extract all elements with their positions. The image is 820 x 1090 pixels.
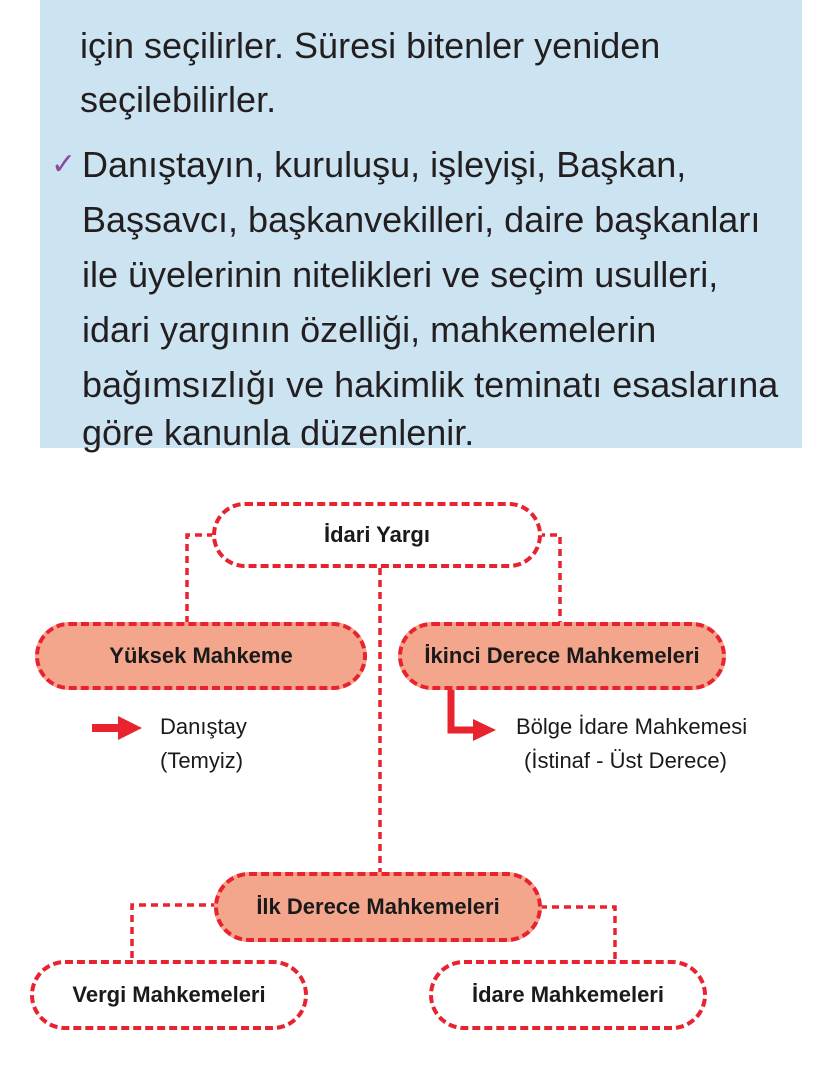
bullet-line-2: Başsavcı, başkanvekilleri, daire başkanları <box>82 199 761 240</box>
connector-root-high-court <box>187 535 214 625</box>
node-yuksek-mahkeme-label: Yüksek Mahkeme <box>109 643 293 668</box>
node-idari-yargi-label: İdari Yargı <box>324 522 430 547</box>
bullet-line-6: göre kanunla düzenlenir. <box>82 412 475 453</box>
temyiz-label: (Temyiz) <box>160 748 244 773</box>
node-ilk-derece-label: İlk Derece Mahkemeleri <box>256 894 500 919</box>
node-ikinci-derece-label: İkinci Derece Mahkemeleri <box>424 643 700 668</box>
node-vergi-mahkemeleri <box>30 960 308 1030</box>
bullet-line-3: ile üyelerinin nitelikleri ve seçim usulleri, <box>82 254 719 295</box>
istinaf-label: (İstinaf - Üst Derece) <box>524 748 727 773</box>
danistay-label: Danıştay <box>160 714 247 739</box>
connector-first-tax <box>132 905 218 962</box>
connector-first-admin <box>540 907 615 962</box>
bullet-line-5: bağımsızlığı ve hakimlik teminatı esaslarına <box>82 364 779 405</box>
check-icon: ✓ <box>51 148 77 181</box>
node-vergi-mahkemeleri-label: Vergi Mahkemeleri <box>72 982 266 1007</box>
intro-line-2: seçilebilirler. <box>80 79 277 120</box>
arrow-second-degree <box>451 690 496 741</box>
node-idare-mahkemeleri <box>429 960 707 1030</box>
connector-root-second-degree <box>538 535 560 625</box>
bullet-line-1: Danıştayın, kuruluşu, işleyişi, Başkan, <box>82 144 687 185</box>
node-idari-yargi <box>212 502 542 568</box>
node-ilk-derece <box>214 872 542 942</box>
node-yuksek-mahkeme <box>35 622 367 690</box>
node-ikinci-derece <box>398 622 726 690</box>
arrow-high-court <box>92 716 142 740</box>
node-idare-mahkemeleri-label: İdare Mahkemeleri <box>472 982 664 1007</box>
bolge-idare-label: Bölge İdare Mahkemesi <box>516 714 748 739</box>
bullet-line-4: idari yargının özelliği, mahkemelerin <box>82 309 657 350</box>
intro-line-1: için seçilirler. Süresi bitenler yeniden <box>80 25 661 66</box>
